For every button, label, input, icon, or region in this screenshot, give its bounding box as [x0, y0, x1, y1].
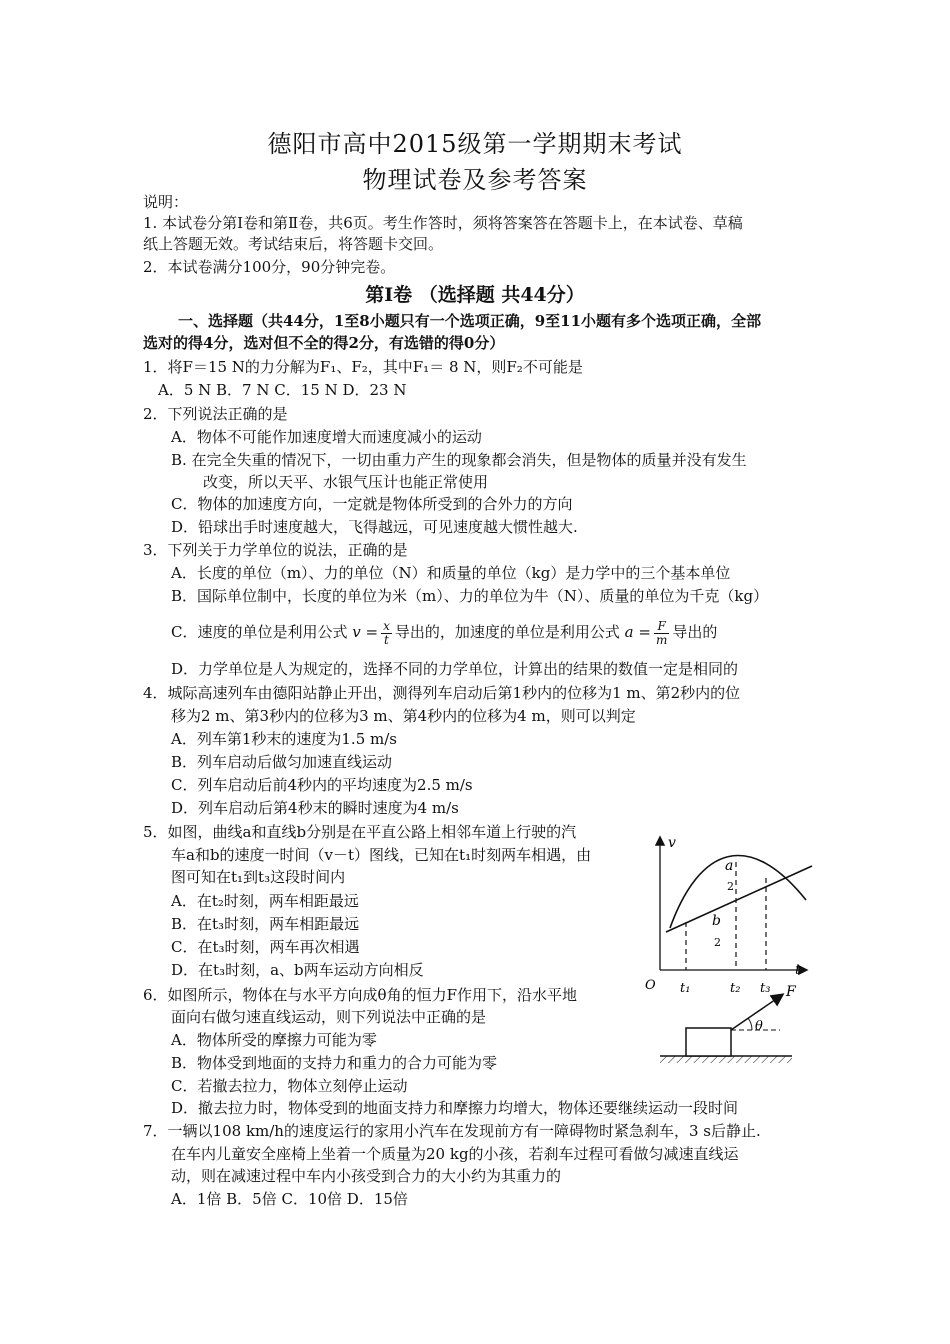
origin-label: O [645, 978, 656, 993]
q5-option-c: C．在t₃时刻，两车再次相遇 [171, 938, 360, 956]
q4-option-d: D．列车启动后第4秒末的瞬时速度为4 m/s [171, 799, 459, 817]
q7-stem-3: 动，则在减速过程中车内小孩受到合力的大小约为其重力的 [171, 1167, 562, 1185]
q3-option-d: D．力学单位是人为规定的，选择不同的力学单位，计算出的结果的数值一定是相同的 [171, 660, 739, 678]
ground-hatching [660, 1056, 792, 1063]
q4-stem-2: 移为2 m、第3秒内的位移为3 m、第4秒内的位移为4 m，则可以判定 [171, 707, 636, 725]
line-b-label: b [712, 913, 721, 929]
q2-option-b-1: B. 在完全失重的情况下，一切由重力产生的现象都会消失，但是物体的质量并没有发生 [171, 451, 747, 469]
t3-label: t₃ [760, 981, 771, 996]
q5-option-d: D．在t₃时刻，a、b两车运动方向相反 [171, 961, 424, 979]
section-title: 第Ⅰ卷 （选择题 共44分） [365, 284, 585, 306]
note-item-1a: 1. 本试卷分第Ⅰ卷和第Ⅱ卷，共6页。考生作答时，须将答案答在答题卡上，在本试卷、草稿 [143, 214, 743, 232]
curve-a-label: a [725, 858, 734, 874]
velocity-formula-numerator: x [383, 618, 390, 633]
accel-formula-denominator: m [655, 632, 668, 647]
velocity-formula-denominator: t [384, 632, 389, 647]
q7-stem-2: 在车内儿童安全座椅上坐着一个质量为20 kg的小孩，若刹车过程可看做匀减速直线运 [171, 1145, 739, 1163]
q5-stem-2: 车a和b的速度一时间（v－t）图线，已知在t₁时刻两车相遇，由 [171, 846, 592, 864]
velocity-formula-fraction [381, 620, 392, 647]
q4-option-c: C．列车启动后前4秒内的平均速度为2.5 m/s [171, 776, 473, 794]
q6-option-c: C．若撤去拉力，物体立刻停止运动 [171, 1077, 408, 1095]
q6-option-a: A．物体所受的摩擦力可能为零 [171, 1031, 377, 1049]
q2-stem: 2．下列说法正确的是 [143, 405, 288, 423]
block [686, 1028, 731, 1056]
block-force-figure [655, 978, 800, 1070]
q3-option-c [171, 612, 717, 652]
q5-option-b: B．在t₃时刻，两车相距最远 [171, 915, 360, 933]
section-instruction-a: 一、选择题（共44分，1至8小题只有一个选项正确，9至11小题有多个选项正确，全部 [178, 312, 762, 330]
q2-option-d: D．铅球出手时速度越大，飞得越远，可见速度越大惯性越大. [171, 518, 578, 536]
q6-stem-2: 面向右做匀速直线运动，则下列说法中正确的是 [171, 1008, 487, 1026]
q3-stem: 3．下列关于力学单位的说法，正确的是 [143, 541, 408, 559]
q5-option-a: A．在t₂时刻，两车相距最远 [171, 892, 359, 910]
q1-stem: 1．将F＝15 N的力分解为F₁、F₂，其中F₁＝ 8 N，则F₂不可能是 [143, 358, 583, 376]
note-item-2: 2．本试卷满分100分，90分钟完卷。 [143, 258, 396, 276]
q5-stem-1: 5．如图，曲线a和直线b分别是在平直公路上相邻车道上行驶的汽 [143, 823, 577, 841]
q7-stem-1: 7．一辆以108 km/h的速度运行的家用小汽车在发现前方有一障碍物时紧急刹车，3 s后静止. [143, 1122, 761, 1140]
angle-arc [748, 1018, 752, 1030]
t2-label: t₂ [730, 981, 741, 996]
q4-option-b: B．列车启动后做匀加速直线运动 [171, 753, 393, 771]
t1-label: t₁ [680, 981, 691, 996]
q3-option-a: A．长度的单位（m）、力的单位（N）和质量的单位（kg）是力学中的三个基本单位 [171, 564, 731, 582]
notes-heading: 说明： [143, 193, 189, 211]
force-label: F [786, 984, 796, 1000]
exam-subtitle: 物理试卷及参考答案 [362, 166, 588, 194]
q6-stem-1: 6．如图所示，物体在与水平方向成θ角的恒力F作用下，沿水平地 [143, 986, 577, 1004]
q4-option-a: A．列车第1秒末的速度为1.5 m/s [171, 730, 397, 748]
v-axis-label: v [668, 835, 676, 851]
line-b-sub: 2 [714, 936, 721, 949]
q3-c-text-1: C．速度的单位是利用公式 [171, 623, 348, 641]
q3-c-velocity-symbol: v = [352, 623, 379, 641]
curve-a [670, 855, 806, 928]
q7-options: A．1倍 B．5倍 C．10倍 D．15倍 [171, 1190, 408, 1208]
accel-formula-fraction [654, 620, 669, 647]
accel-formula-numerator: F [654, 620, 669, 634]
q3-c-text-2: 导出的，加速度的单位是利用公式 [394, 623, 620, 641]
angle-label: θ [755, 1019, 763, 1034]
exam-title: 德阳市高中2015级第一学期期末考试 [267, 130, 683, 158]
q3-option-b: B．国际单位制中，长度的单位为米（m）、力的单位为牛（N）、质量的单位为千克（kg） [171, 587, 769, 605]
q2-option-b-2: 改变，所以天平、水银气压计也能正常使用 [203, 473, 489, 491]
q3-c-accel-symbol: a = [624, 623, 651, 641]
t-axis-label: t [795, 962, 801, 978]
q6-option-d: D．撤去拉力时，物体受到的地面支持力和摩擦力均增大，物体还要继续运动一段时间 [171, 1099, 739, 1117]
q6-option-b: B．物体受到地面的支持力和重力的合力可能为零 [171, 1054, 498, 1072]
q4-stem-1: 4．城际高速列车由德阳站静止开出，测得列车启动后第1秒内的位移为1 m、第2秒内的位 [143, 684, 741, 702]
q3-c-text-3: 导出的 [672, 623, 718, 641]
q5-stem-3: 图可知在t₁到t₃这段时间内 [171, 868, 346, 886]
q2-option-c: C．物体的加速度方向，一定就是物体所受到的合外力的方向 [171, 495, 573, 513]
line-b [666, 866, 812, 932]
section-instruction-b: 选对的得4分，选对但不全的得2分，有选错的得0分） [143, 334, 505, 352]
curve-a-sub: 2 [727, 880, 734, 893]
q2-option-a: A．物体不可能作加速度增大而速度减小的运动 [171, 428, 482, 446]
vt-graph-figure [636, 828, 816, 1000]
note-item-1b: 纸上答题无效。考试结束后，将答题卡交回。 [143, 235, 444, 253]
q1-options: A．5 N B．7 N C．15 N D．23 N [158, 381, 407, 399]
